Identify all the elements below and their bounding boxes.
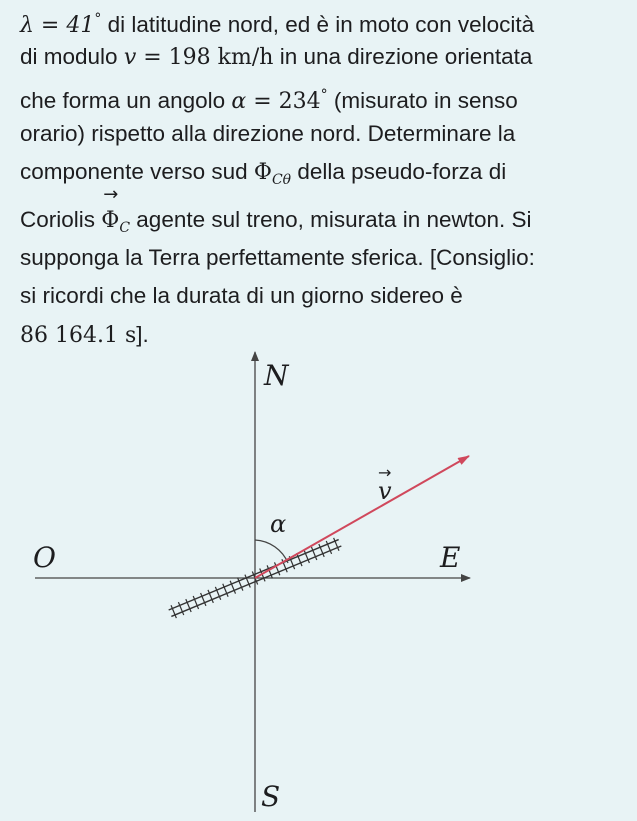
speed-value: = 198 km/h: [136, 45, 274, 71]
text-segment: orario) rispetto alla direzione nord. Determinare la: [20, 120, 516, 146]
vector-arrow-icon: →: [103, 183, 119, 205]
phi-subscript: Cθ: [271, 171, 292, 188]
latitude-expression: λ = 41: [20, 13, 95, 38]
speed-symbol: v: [123, 45, 137, 71]
north-label: N: [264, 359, 289, 392]
angle-value: = 234: [246, 89, 321, 115]
text-segment: di modulo: [20, 44, 124, 70]
velocity-label: v: [378, 477, 392, 505]
text-segment: ].: [136, 321, 149, 347]
phi-symbol: Φ: [253, 159, 272, 185]
text-segment: (misurato in senso: [327, 88, 518, 114]
west-label: O: [33, 541, 56, 574]
sidereal-day-value: 86 164.1 s: [20, 322, 137, 348]
text-segment: di latitudine nord, ed è in moto con velocità: [101, 12, 535, 37]
text-segment: agente sul treno, misurata in newton. Si: [130, 206, 532, 232]
angle-arc: [255, 540, 288, 563]
phi-symbol: Φ: [101, 207, 120, 233]
text-segment: si ricordi che la durata di un giorno sidereo è: [20, 283, 463, 309]
alpha-label: α: [270, 510, 287, 538]
east-label: E: [440, 541, 461, 574]
phi-subscript: C: [119, 219, 131, 236]
text-segment: che forma un angolo: [20, 88, 232, 114]
text-segment: in una direzione orientata: [273, 44, 533, 70]
text-segment: supponga la Terra perfettamente sferica. [Consiglio:: [20, 245, 535, 271]
angle-symbol: α: [231, 89, 247, 115]
velocity-arrow-icon: →: [378, 463, 392, 482]
velocity-vector: [255, 456, 469, 578]
degree-symbol: °: [320, 87, 328, 104]
text-segment: Coriolis: [20, 206, 102, 232]
south-label: S: [261, 780, 281, 813]
text-segment: della pseudo-forza di: [291, 158, 507, 184]
text-segment: componente verso sud: [20, 158, 254, 184]
degree-symbol: °: [94, 11, 102, 27]
